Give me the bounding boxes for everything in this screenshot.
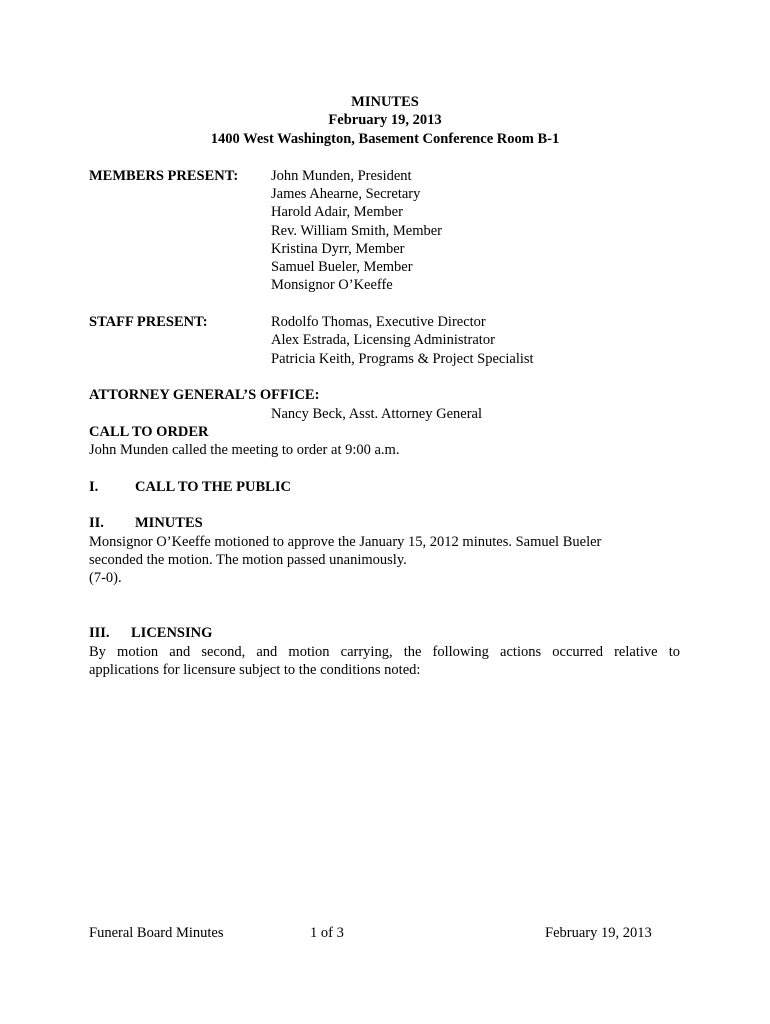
- meeting-date: February 19, 2013: [328, 112, 442, 128]
- staff-name: Alex Estrada, Licensing Administrator: [271, 332, 495, 348]
- call-to-order-text: John Munden called the meeting to order at 9:00 a.m.: [89, 442, 400, 458]
- member-name: Harold Adair, Member: [271, 204, 403, 220]
- licensing-paragraph-line: By motion and second, and motion carrying, the following actions occurred relative to: [89, 644, 680, 660]
- section-title: CALL TO THE PUBLIC: [135, 479, 291, 495]
- meeting-location: 1400 West Washington, Basement Conference Room B-1: [210, 131, 560, 147]
- attorney-general-label: ATTORNEY GENERAL’S OFFICE:: [89, 387, 320, 403]
- section-title: MINUTES: [135, 515, 203, 531]
- staff-name: Patricia Keith, Programs & Project Specialist: [271, 351, 534, 367]
- section-numeral: III.: [89, 625, 110, 641]
- staff-present-label: STAFF PRESENT:: [89, 314, 208, 330]
- attorney-name: Nancy Beck, Asst. Attorney General: [271, 406, 483, 422]
- section-numeral: II.: [89, 515, 104, 531]
- member-name: John Munden, President: [271, 168, 412, 184]
- member-name: Monsignor O’Keeffe: [271, 277, 393, 293]
- minutes-paragraph-line: seconded the motion. The motion passed unanimously.: [89, 552, 407, 568]
- minutes-paragraph-line: Monsignor O’Keeffe motioned to approve the January 15, 2012 minutes. Samuel Bueler: [89, 534, 602, 550]
- footer-page-number: 1 of 3: [310, 925, 344, 941]
- section-title: LICENSING: [131, 625, 213, 641]
- staff-name: Rodolfo Thomas, Executive Director: [271, 314, 486, 330]
- minutes-paragraph-line: (7-0).: [89, 570, 122, 586]
- member-name: Rev. William Smith, Member: [271, 223, 442, 239]
- member-name: James Ahearne, Secretary: [271, 186, 421, 202]
- section-numeral: I.: [89, 479, 99, 495]
- member-name: Samuel Bueler, Member: [271, 259, 413, 275]
- footer-date: February 19, 2013: [545, 925, 652, 941]
- section-heading-minutes: [89, 514, 203, 532]
- licensing-paragraph-line: applications for licensure subject to the conditions noted:: [89, 662, 421, 678]
- member-name: Kristina Dyrr, Member: [271, 241, 405, 257]
- footer-document-name: Funeral Board Minutes: [89, 925, 224, 941]
- call-to-order-heading: CALL TO ORDER: [89, 424, 209, 440]
- section-heading-licensing: [89, 624, 212, 642]
- section-heading-call-to-public: [89, 478, 291, 496]
- document-title: MINUTES: [351, 94, 419, 110]
- members-present-label: MEMBERS PRESENT:: [89, 168, 239, 184]
